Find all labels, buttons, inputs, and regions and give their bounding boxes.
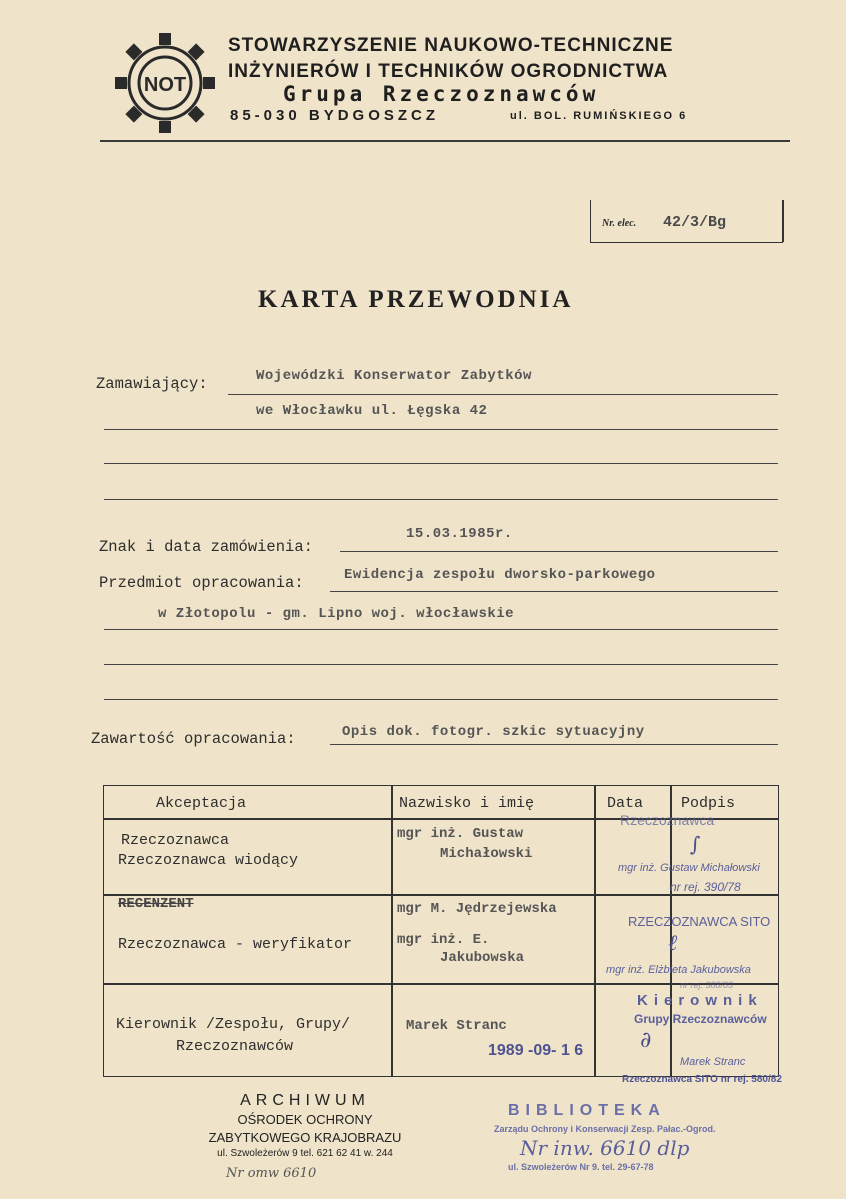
znak-value: 15.03.1985r. <box>406 526 513 542</box>
library-handwritten: Nr inw. 6610 dlp <box>520 1136 690 1160</box>
row-divider <box>104 983 778 985</box>
archive-line-3: ZABYTKOWEGO KRAJOBRAZU <box>208 1130 402 1145</box>
line <box>330 591 778 592</box>
col-divider <box>594 786 596 1076</box>
signature-2: ℓ <box>668 931 678 956</box>
line <box>104 429 778 430</box>
ndt-logo <box>112 30 218 136</box>
acceptance-table <box>103 785 779 1077</box>
group-name: Grupa Rzeczoznawców <box>283 82 600 106</box>
line <box>104 629 778 630</box>
line <box>104 699 778 700</box>
zawartosc-label: Zawartość opracowania: <box>91 730 296 748</box>
signature-1: ∫ <box>690 832 701 856</box>
row3-date-stamp: 1989 -09- 1 6 <box>488 1042 584 1059</box>
stamp-1-title: Rzeczoznawca <box>620 812 715 828</box>
stamp-3-footer: Rzeczoznawca SITO nr rej. 580/82 <box>622 1074 782 1085</box>
stamp-2-title: RZECZOZNAWCA SITO <box>628 914 771 929</box>
row1-name-1: mgr inż. Gustaw <box>397 826 524 842</box>
row2-name-2: mgr inż. E. <box>397 932 490 948</box>
library-address: ul. Szwoleżerów Nr 9. tel. 29-67-78 <box>508 1162 654 1172</box>
row3-role-1: Kierownik /Zespołu, Grupy/ <box>116 1016 351 1033</box>
przedmiot-line-1: Ewidencja zespołu dworsko-parkowego <box>344 567 656 583</box>
stamp-2-nr: nr rej. 388/83 <box>680 980 734 990</box>
header-podpis: Podpis <box>681 795 736 812</box>
zamawiajacy-line-1: Wojewódzki Konserwator Zabytków <box>256 368 532 384</box>
header-data: Data <box>607 795 644 812</box>
archive-line-4: ul. Szwoleżerów 9 tel. 621 62 41 w. 244 <box>217 1148 393 1159</box>
zawartosc-value: Opis dok. fotogr. szkic sytuacyjny <box>342 724 645 740</box>
city: 85-030 BYDGOSZCZ <box>230 107 440 124</box>
row2-name-1: mgr M. Jędrzejewska <box>397 901 557 917</box>
line <box>330 744 778 745</box>
col-divider <box>391 786 393 1076</box>
stamp-2-name: mgr inż. Elżbieta Jakubowska <box>606 964 751 976</box>
line <box>104 499 778 500</box>
nr-box-right-edge <box>782 200 784 242</box>
row-divider <box>104 894 778 896</box>
zamawiajacy-label: Zamawiający: <box>96 375 208 393</box>
line <box>104 664 778 665</box>
stamp-1-name: mgr inż. Gustaw Michałowski <box>618 862 760 874</box>
stamp-3-title: Kierownik <box>637 992 763 1009</box>
line <box>340 551 778 552</box>
stamp-1-nr: nr rej. 390/78 <box>670 880 741 894</box>
header-nazwisko: Nazwisko i imię <box>399 795 535 812</box>
street-address: ul. BOL. RUMIŃSKIEGO 6 <box>510 110 688 122</box>
row1-role-1: Rzeczoznawca <box>121 832 230 849</box>
stamp-3-group: Grupy Rzeczoznawców <box>634 1012 767 1026</box>
row1-name-2: Michałowski <box>440 846 533 862</box>
row2-role: Rzeczoznawca - weryfikator <box>118 936 353 953</box>
page-title: KARTA PRZEWODNIA <box>258 286 574 313</box>
row2-name-3: Jakubowska <box>440 950 525 966</box>
line <box>228 394 778 395</box>
przedmiot-label: Przedmiot opracowania: <box>99 574 304 592</box>
header-akceptacja: Akceptacja <box>156 795 247 812</box>
stamp-3-name: Marek Stranc <box>680 1056 746 1068</box>
line <box>104 463 778 464</box>
archive-title: ARCHIWUM <box>240 1092 370 1109</box>
archive-handwritten: Nr omw 6610 <box>226 1166 317 1181</box>
org-line-2: INŻYNIERÓW I TECHNIKÓW OGRODNICTWA <box>228 61 669 82</box>
library-title: BIBLIOTEKA <box>508 1102 666 1119</box>
przedmiot-line-2: w Złotopolu - gm. Lipno woj. włocławskie <box>158 606 515 622</box>
nr-value: 42/3/Bg <box>663 214 727 231</box>
row3-name: Marek Stranc <box>406 1018 507 1034</box>
row2-recenzent: RECENZENT <box>118 896 194 912</box>
library-subtitle: Zarządu Ochrony i Konserwacji Zesp. Pałac.-Ogrod. <box>494 1124 716 1134</box>
header-rule <box>100 140 790 142</box>
org-line-1: STOWARZYSZENIE NAUKOWO-TECHNICZNE <box>228 35 674 56</box>
znak-label: Znak i data zamówienia: <box>99 538 313 556</box>
zamawiajacy-line-2: we Włocławku ul. Łęgska 42 <box>256 403 488 419</box>
signature-3: ∂ <box>640 1028 652 1053</box>
archive-line-2: OŚRODEK OCHRONY <box>237 1112 373 1127</box>
row1-role-2: Rzeczoznawca wiodący <box>118 852 299 869</box>
logo-text: NOT <box>143 74 187 96</box>
row3-role-2: Rzeczoznawców <box>176 1038 294 1055</box>
nr-label: Nr. elec. <box>602 218 637 229</box>
